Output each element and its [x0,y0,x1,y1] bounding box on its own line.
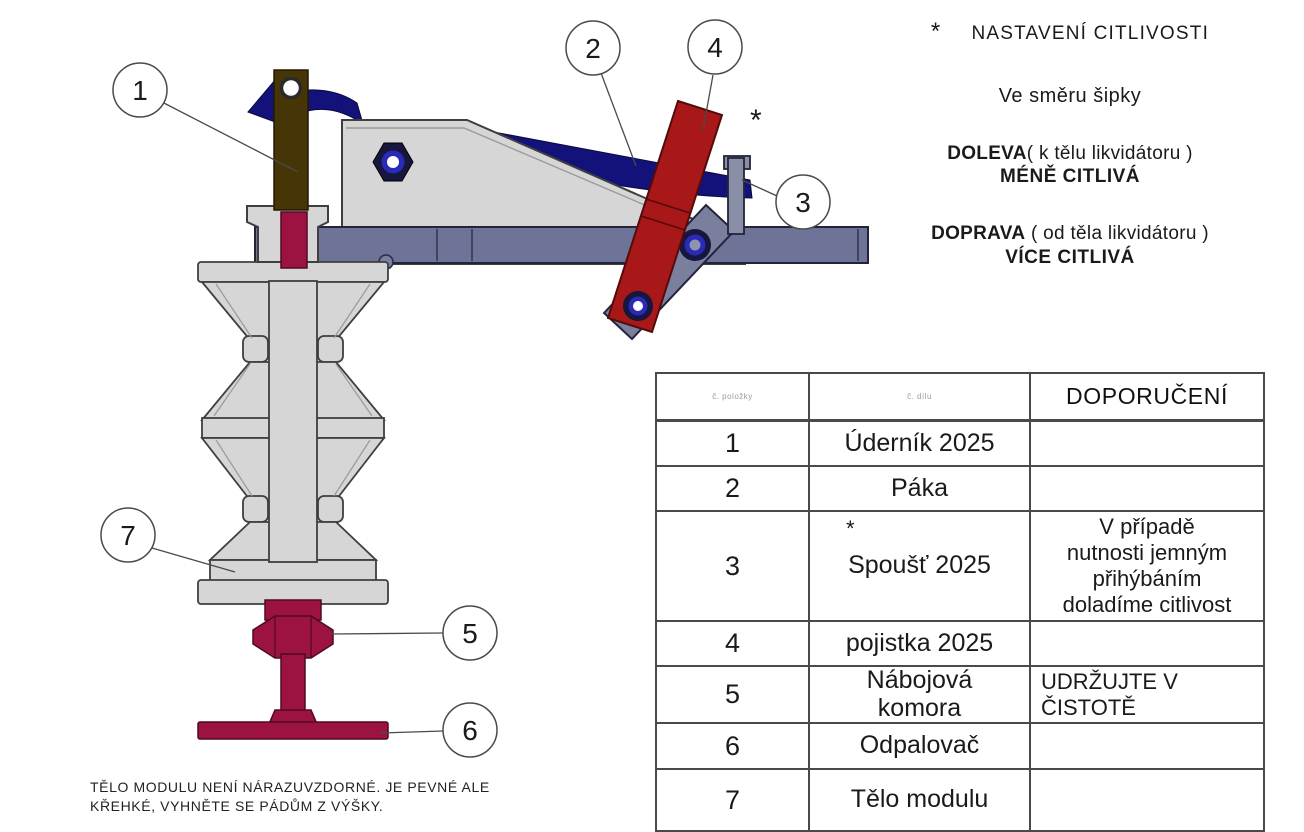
sensitivity-direction: Ve směru šipky [998,85,1142,107]
callout-1: 1 [132,75,148,106]
row5-part: Nábojová komora [810,667,1031,724]
row7-note [1031,770,1263,830]
header-item-no: č. položky [657,374,810,422]
row3-note: V případě nutnosti jemným přihýbáním doladíme citlivost [1031,512,1263,622]
row1-note [1031,422,1263,467]
note-asterisk: * [930,18,942,45]
row7-part: Tělo modulu [810,770,1031,830]
callout-2: 2 [585,33,601,64]
row4-part: pojistka 2025 [810,622,1031,667]
row6-note [1031,724,1263,770]
row6-part: Odpalovač [810,724,1031,770]
header-part-no: č. dílu [810,374,1031,422]
row2-pos: 2 [657,467,810,512]
striker-pin [281,212,307,268]
lever-bolt [623,291,653,321]
row3-pos: 3 [657,512,810,622]
body-central-column [269,281,317,562]
warning-line-1: TĚLO MODULU NENÍ NÁRAZUVZDORNÉ. JE PEVNÉ ALE [90,779,490,795]
row7-pos: 7 [657,770,810,830]
firing-pin-bar [255,227,868,263]
row3-part: * Spoušť 2025 [810,512,1031,622]
right-label: DOPRAVA [931,223,1026,245]
warning-line-2: KŘEHKÉ, VYHNĚTE SE PÁDŮM Z VÝŠKY. [90,798,384,815]
row6-pos: 6 [657,724,810,770]
row3-asterisk: * [846,516,855,541]
callout-5: 5 [462,618,478,649]
cartridge-chamber-and-launcher [198,600,388,739]
left-detail: ( k tělu likvidátoru ) [1026,143,1193,164]
sensitivity-right-line [858,222,1282,245]
fragility-warning [90,778,490,817]
callout-3: 3 [795,187,811,218]
launcher-bar [198,722,388,739]
striker-hole [282,79,301,98]
launcher-rod [281,654,305,714]
callout-6: 6 [462,715,478,746]
sensitivity-left-line [858,142,1282,165]
left-label: DOLEVA [947,143,1027,164]
row5-pos: 5 [657,667,810,724]
row2-part: Páka [810,467,1031,512]
sensitivity-left-block [858,142,1282,188]
chamber-nut [253,616,333,658]
right-result: VÍCE CITLIVÁ [1005,246,1135,268]
parts-table [655,372,1265,832]
right-detail: ( od těla likvidátoru ) [1030,223,1209,245]
callout-7: 7 [120,520,136,551]
striker-bar [274,70,308,210]
row4-note [1031,622,1263,667]
drawing-asterisk: * [750,104,762,137]
row4-pos: 4 [657,622,810,667]
row2-note [1031,467,1263,512]
left-result: MÉNĚ CITLIVÁ [999,166,1141,188]
callout-4: 4 [707,32,723,63]
row1-part: Úderník 2025 [810,422,1031,467]
sensitivity-note [858,18,1282,269]
sensitivity-title-row [858,18,1282,46]
sensitivity-right-block [858,222,1282,268]
header-recommendation: DOPORUČENÍ [1031,374,1263,422]
row5-note: UDRŽUJTE V ČISTOTĚ [1031,667,1263,724]
sensitivity-title: NASTAVENÍ CITLIVOSTI [971,23,1210,44]
row1-pos: 1 [657,422,810,467]
